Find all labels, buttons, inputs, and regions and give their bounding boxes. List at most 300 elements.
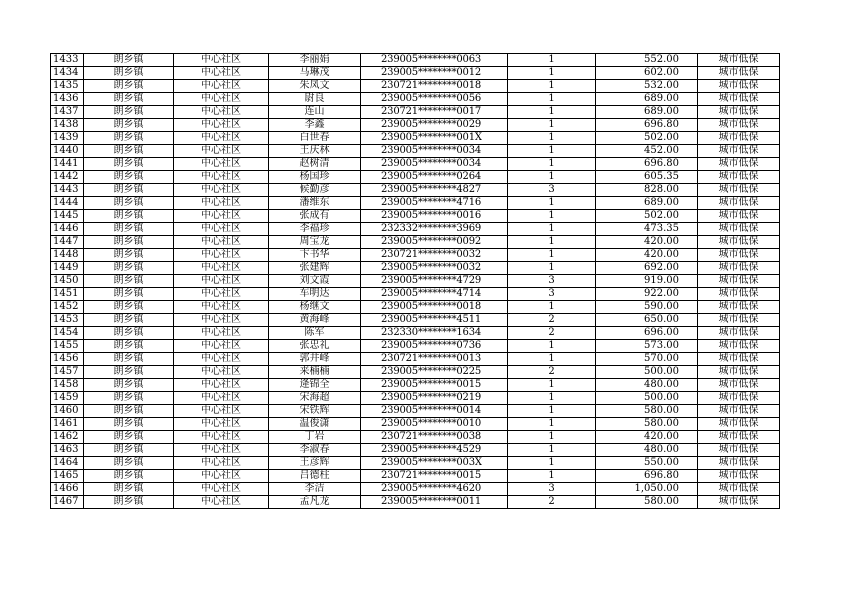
name-cell: 李鑫 (269, 119, 361, 132)
amount-cell: 580.00 (596, 496, 698, 509)
row-number: 1460 (51, 405, 84, 418)
town-cell: 朗乡镇 (84, 379, 174, 392)
community-cell: 中心社区 (174, 405, 269, 418)
household-size-cell: 1 (508, 249, 596, 262)
community-cell: 中心社区 (174, 262, 269, 275)
household-size-cell: 2 (508, 496, 596, 509)
community-cell: 中心社区 (174, 197, 269, 210)
amount-cell: 502.00 (596, 132, 698, 145)
town-cell: 朗乡镇 (84, 431, 174, 444)
community-cell: 中心社区 (174, 106, 269, 119)
household-size-cell: 1 (508, 145, 596, 158)
id-number-cell: 239005********4716 (361, 197, 508, 210)
category-cell: 城市低保 (698, 418, 780, 431)
household-size-cell: 2 (508, 366, 596, 379)
community-cell: 中心社区 (174, 158, 269, 171)
id-number-cell: 239005********0010 (361, 418, 508, 431)
town-cell: 朗乡镇 (84, 301, 174, 314)
table-row (51, 210, 780, 223)
category-cell: 城市低保 (698, 210, 780, 223)
category-cell: 城市低保 (698, 366, 780, 379)
row-number: 1441 (51, 158, 84, 171)
category-cell: 城市低保 (698, 132, 780, 145)
row-number: 1451 (51, 288, 84, 301)
household-size-cell: 1 (508, 418, 596, 431)
town-cell: 朗乡镇 (84, 54, 174, 67)
household-size-cell: 1 (508, 301, 596, 314)
category-cell: 城市低保 (698, 223, 780, 236)
name-cell: 李淑春 (269, 444, 361, 457)
amount-cell: 1,050.00 (596, 483, 698, 496)
name-cell: 尉良 (269, 93, 361, 106)
id-number-cell: 239005********001X (361, 132, 508, 145)
id-number-cell: 239005********4729 (361, 275, 508, 288)
community-cell: 中心社区 (174, 366, 269, 379)
row-number: 1463 (51, 444, 84, 457)
id-number-cell: 230721********0032 (361, 249, 508, 262)
id-number-cell: 239005********0056 (361, 93, 508, 106)
table-row (51, 288, 780, 301)
category-cell: 城市低保 (698, 457, 780, 470)
table-row (51, 67, 780, 80)
town-cell: 朗乡镇 (84, 483, 174, 496)
town-cell: 朗乡镇 (84, 197, 174, 210)
community-cell: 中心社区 (174, 132, 269, 145)
name-cell: 丁岩 (269, 431, 361, 444)
community-cell: 中心社区 (174, 184, 269, 197)
name-cell: 杨国珍 (269, 171, 361, 184)
household-size-cell: 1 (508, 54, 596, 67)
category-cell: 城市低保 (698, 314, 780, 327)
household-size-cell: 1 (508, 236, 596, 249)
town-cell: 朗乡镇 (84, 444, 174, 457)
name-cell: 车明达 (269, 288, 361, 301)
household-size-cell: 1 (508, 132, 596, 145)
amount-cell: 689.00 (596, 197, 698, 210)
row-number: 1446 (51, 223, 84, 236)
town-cell: 朗乡镇 (84, 275, 174, 288)
community-cell: 中心社区 (174, 327, 269, 340)
id-number-cell: 239005********0016 (361, 210, 508, 223)
id-number-cell: 239005********0011 (361, 496, 508, 509)
row-number: 1455 (51, 340, 84, 353)
amount-cell: 696.80 (596, 119, 698, 132)
community-cell: 中心社区 (174, 145, 269, 158)
town-cell: 朗乡镇 (84, 314, 174, 327)
table-row (51, 314, 780, 327)
row-number: 1450 (51, 275, 84, 288)
table-row (51, 249, 780, 262)
household-size-cell: 1 (508, 158, 596, 171)
community-cell: 中心社区 (174, 54, 269, 67)
id-number-cell: 230721********0013 (361, 353, 508, 366)
category-cell: 城市低保 (698, 340, 780, 353)
table-row (51, 171, 780, 184)
community-cell: 中心社区 (174, 93, 269, 106)
id-number-cell: 239005********0264 (361, 171, 508, 184)
community-cell: 中心社区 (174, 392, 269, 405)
category-cell: 城市低保 (698, 405, 780, 418)
amount-cell: 919.00 (596, 275, 698, 288)
table-row (51, 93, 780, 106)
row-number: 1435 (51, 80, 84, 93)
id-number-cell: 239005********003X (361, 457, 508, 470)
table-row (51, 197, 780, 210)
town-cell: 朗乡镇 (84, 171, 174, 184)
table-row (51, 106, 780, 119)
amount-cell: 420.00 (596, 236, 698, 249)
id-number-cell: 239005********0018 (361, 301, 508, 314)
category-cell: 城市低保 (698, 249, 780, 262)
category-cell: 城市低保 (698, 93, 780, 106)
name-cell: 候勤彦 (269, 184, 361, 197)
community-cell: 中心社区 (174, 210, 269, 223)
town-cell: 朗乡镇 (84, 80, 174, 93)
community-cell: 中心社区 (174, 314, 269, 327)
name-cell: 张成有 (269, 210, 361, 223)
row-number: 1442 (51, 171, 84, 184)
id-number-cell: 239005********4511 (361, 314, 508, 327)
table-row (51, 54, 780, 67)
id-number-cell: 230721********0017 (361, 106, 508, 119)
town-cell: 朗乡镇 (84, 405, 174, 418)
name-cell: 潘维东 (269, 197, 361, 210)
amount-cell: 500.00 (596, 366, 698, 379)
amount-cell: 689.00 (596, 93, 698, 106)
name-cell: 黄海峰 (269, 314, 361, 327)
id-number-cell: 239005********0736 (361, 340, 508, 353)
row-number: 1433 (51, 54, 84, 67)
row-number: 1454 (51, 327, 84, 340)
row-number: 1467 (51, 496, 84, 509)
amount-cell: 473.35 (596, 223, 698, 236)
household-size-cell: 1 (508, 340, 596, 353)
amount-cell: 420.00 (596, 249, 698, 262)
table-row (51, 353, 780, 366)
id-number-cell: 239005********0014 (361, 405, 508, 418)
amount-cell: 570.00 (596, 353, 698, 366)
table-row (51, 444, 780, 457)
community-cell: 中心社区 (174, 249, 269, 262)
id-number-cell: 239005********0092 (361, 236, 508, 249)
table-row (51, 184, 780, 197)
row-number: 1434 (51, 67, 84, 80)
town-cell: 朗乡镇 (84, 210, 174, 223)
amount-cell: 573.00 (596, 340, 698, 353)
category-cell: 城市低保 (698, 327, 780, 340)
id-number-cell: 239005********0034 (361, 145, 508, 158)
household-size-cell: 3 (508, 483, 596, 496)
id-number-cell: 239005********0219 (361, 392, 508, 405)
household-size-cell: 1 (508, 93, 596, 106)
table-row (51, 340, 780, 353)
town-cell: 朗乡镇 (84, 223, 174, 236)
id-number-cell: 239005********4529 (361, 444, 508, 457)
amount-cell: 552.00 (596, 54, 698, 67)
household-size-cell: 1 (508, 392, 596, 405)
amount-cell: 696.80 (596, 158, 698, 171)
community-cell: 中心社区 (174, 444, 269, 457)
amount-cell: 696.00 (596, 327, 698, 340)
household-size-cell: 1 (508, 171, 596, 184)
category-cell: 城市低保 (698, 119, 780, 132)
community-cell: 中心社区 (174, 119, 269, 132)
amount-cell: 452.00 (596, 145, 698, 158)
category-cell: 城市低保 (698, 379, 780, 392)
id-number-cell: 239005********0029 (361, 119, 508, 132)
table-row (51, 327, 780, 340)
town-cell: 朗乡镇 (84, 262, 174, 275)
household-size-cell: 1 (508, 353, 596, 366)
name-cell: 郭井峰 (269, 353, 361, 366)
table-row (51, 457, 780, 470)
community-cell: 中心社区 (174, 431, 269, 444)
table-row (51, 379, 780, 392)
household-size-cell: 1 (508, 119, 596, 132)
row-number: 1464 (51, 457, 84, 470)
amount-cell: 689.00 (596, 106, 698, 119)
name-cell: 刘文霞 (269, 275, 361, 288)
household-size-cell: 3 (508, 184, 596, 197)
town-cell: 朗乡镇 (84, 236, 174, 249)
name-cell: 李丽娟 (269, 54, 361, 67)
community-cell: 中心社区 (174, 80, 269, 93)
household-size-cell: 3 (508, 288, 596, 301)
name-cell: 卞书华 (269, 249, 361, 262)
name-cell: 朱凤文 (269, 80, 361, 93)
row-number: 1458 (51, 379, 84, 392)
community-cell: 中心社区 (174, 236, 269, 249)
town-cell: 朗乡镇 (84, 249, 174, 262)
town-cell: 朗乡镇 (84, 67, 174, 80)
amount-cell: 420.00 (596, 431, 698, 444)
household-size-cell: 1 (508, 197, 596, 210)
amount-cell: 480.00 (596, 379, 698, 392)
table-row (51, 392, 780, 405)
table-row (51, 496, 780, 509)
name-cell: 王彦辉 (269, 457, 361, 470)
category-cell: 城市低保 (698, 470, 780, 483)
row-number: 1443 (51, 184, 84, 197)
row-number: 1437 (51, 106, 84, 119)
table-row (51, 158, 780, 171)
row-number: 1465 (51, 470, 84, 483)
row-number: 1444 (51, 197, 84, 210)
row-number: 1438 (51, 119, 84, 132)
household-size-cell: 1 (508, 379, 596, 392)
town-cell: 朗乡镇 (84, 457, 174, 470)
town-cell: 朗乡镇 (84, 327, 174, 340)
id-number-cell: 239005********0034 (361, 158, 508, 171)
community-cell: 中心社区 (174, 418, 269, 431)
id-number-cell: 239005********4620 (361, 483, 508, 496)
name-cell: 连山 (269, 106, 361, 119)
amount-cell: 605.35 (596, 171, 698, 184)
name-cell: 王庆林 (269, 145, 361, 158)
amount-cell: 580.00 (596, 405, 698, 418)
community-cell: 中心社区 (174, 496, 269, 509)
amount-cell: 502.00 (596, 210, 698, 223)
household-size-cell: 2 (508, 327, 596, 340)
community-cell: 中心社区 (174, 353, 269, 366)
amount-cell: 500.00 (596, 392, 698, 405)
town-cell: 朗乡镇 (84, 353, 174, 366)
row-number: 1436 (51, 93, 84, 106)
household-size-cell: 1 (508, 431, 596, 444)
category-cell: 城市低保 (698, 67, 780, 80)
household-size-cell: 1 (508, 457, 596, 470)
id-number-cell: 232332********3969 (361, 223, 508, 236)
town-cell: 朗乡镇 (84, 158, 174, 171)
amount-cell: 590.00 (596, 301, 698, 314)
id-number-cell: 239005********0225 (361, 366, 508, 379)
amount-cell: 922.00 (596, 288, 698, 301)
town-cell: 朗乡镇 (84, 496, 174, 509)
town-cell: 朗乡镇 (84, 470, 174, 483)
table-row (51, 223, 780, 236)
table-row (51, 418, 780, 431)
name-cell: 赵树清 (269, 158, 361, 171)
name-cell: 宋海超 (269, 392, 361, 405)
household-size-cell: 1 (508, 405, 596, 418)
name-cell: 宋铁辉 (269, 405, 361, 418)
community-cell: 中心社区 (174, 340, 269, 353)
table-body (51, 54, 780, 509)
row-number: 1452 (51, 301, 84, 314)
town-cell: 朗乡镇 (84, 106, 174, 119)
table-row (51, 366, 780, 379)
category-cell: 城市低保 (698, 236, 780, 249)
row-number: 1457 (51, 366, 84, 379)
id-number-cell: 232330********1634 (361, 327, 508, 340)
amount-cell: 696.80 (596, 470, 698, 483)
amount-cell: 550.00 (596, 457, 698, 470)
household-size-cell: 1 (508, 262, 596, 275)
id-number-cell: 239005********4827 (361, 184, 508, 197)
table-row (51, 301, 780, 314)
row-number: 1466 (51, 483, 84, 496)
name-cell: 孟凡龙 (269, 496, 361, 509)
community-cell: 中心社区 (174, 470, 269, 483)
row-number: 1449 (51, 262, 84, 275)
community-cell: 中心社区 (174, 171, 269, 184)
household-size-cell: 1 (508, 470, 596, 483)
name-cell: 李洁 (269, 483, 361, 496)
category-cell: 城市低保 (698, 444, 780, 457)
table-row (51, 80, 780, 93)
category-cell: 城市低保 (698, 158, 780, 171)
row-number: 1448 (51, 249, 84, 262)
household-size-cell: 1 (508, 106, 596, 119)
town-cell: 朗乡镇 (84, 119, 174, 132)
household-size-cell: 1 (508, 444, 596, 457)
household-size-cell: 1 (508, 67, 596, 80)
category-cell: 城市低保 (698, 496, 780, 509)
category-cell: 城市低保 (698, 54, 780, 67)
household-size-cell: 3 (508, 275, 596, 288)
category-cell: 城市低保 (698, 106, 780, 119)
records-table (50, 53, 780, 509)
row-number: 1461 (51, 418, 84, 431)
category-cell: 城市低保 (698, 288, 780, 301)
name-cell: 张忠礼 (269, 340, 361, 353)
household-size-cell: 1 (508, 223, 596, 236)
id-number-cell: 239005********0063 (361, 54, 508, 67)
community-cell: 中心社区 (174, 288, 269, 301)
row-number: 1453 (51, 314, 84, 327)
row-number: 1439 (51, 132, 84, 145)
table-row (51, 405, 780, 418)
table-row (51, 236, 780, 249)
category-cell: 城市低保 (698, 80, 780, 93)
town-cell: 朗乡镇 (84, 145, 174, 158)
name-cell: 白世春 (269, 132, 361, 145)
amount-cell: 692.00 (596, 262, 698, 275)
id-number-cell: 230721********0038 (361, 431, 508, 444)
household-size-cell: 1 (508, 80, 596, 93)
row-number: 1440 (51, 145, 84, 158)
table-row (51, 132, 780, 145)
name-cell: 张建辉 (269, 262, 361, 275)
community-cell: 中心社区 (174, 483, 269, 496)
community-cell: 中心社区 (174, 67, 269, 80)
category-cell: 城市低保 (698, 431, 780, 444)
table-row (51, 262, 780, 275)
table-row (51, 275, 780, 288)
row-number: 1445 (51, 210, 84, 223)
name-cell: 李福珍 (269, 223, 361, 236)
table-row (51, 483, 780, 496)
table-row (51, 119, 780, 132)
category-cell: 城市低保 (698, 275, 780, 288)
table-row (51, 470, 780, 483)
category-cell: 城市低保 (698, 483, 780, 496)
table-row (51, 431, 780, 444)
category-cell: 城市低保 (698, 301, 780, 314)
town-cell: 朗乡镇 (84, 366, 174, 379)
name-cell: 吕德柱 (269, 470, 361, 483)
town-cell: 朗乡镇 (84, 340, 174, 353)
row-number: 1462 (51, 431, 84, 444)
row-number: 1456 (51, 353, 84, 366)
row-number: 1459 (51, 392, 84, 405)
name-cell: 杨继文 (269, 301, 361, 314)
name-cell: 来楠楠 (269, 366, 361, 379)
town-cell: 朗乡镇 (84, 418, 174, 431)
amount-cell: 602.00 (596, 67, 698, 80)
name-cell: 温俊潇 (269, 418, 361, 431)
category-cell: 城市低保 (698, 145, 780, 158)
amount-cell: 480.00 (596, 444, 698, 457)
name-cell: 陈军 (269, 327, 361, 340)
table-row (51, 145, 780, 158)
town-cell: 朗乡镇 (84, 132, 174, 145)
category-cell: 城市低保 (698, 262, 780, 275)
category-cell: 城市低保 (698, 184, 780, 197)
community-cell: 中心社区 (174, 457, 269, 470)
category-cell: 城市低保 (698, 171, 780, 184)
amount-cell: 650.00 (596, 314, 698, 327)
category-cell: 城市低保 (698, 197, 780, 210)
category-cell: 城市低保 (698, 392, 780, 405)
community-cell: 中心社区 (174, 223, 269, 236)
id-number-cell: 239005********0032 (361, 262, 508, 275)
amount-cell: 532.00 (596, 80, 698, 93)
community-cell: 中心社区 (174, 301, 269, 314)
amount-cell: 828.00 (596, 184, 698, 197)
id-number-cell: 230721********0018 (361, 80, 508, 93)
town-cell: 朗乡镇 (84, 288, 174, 301)
